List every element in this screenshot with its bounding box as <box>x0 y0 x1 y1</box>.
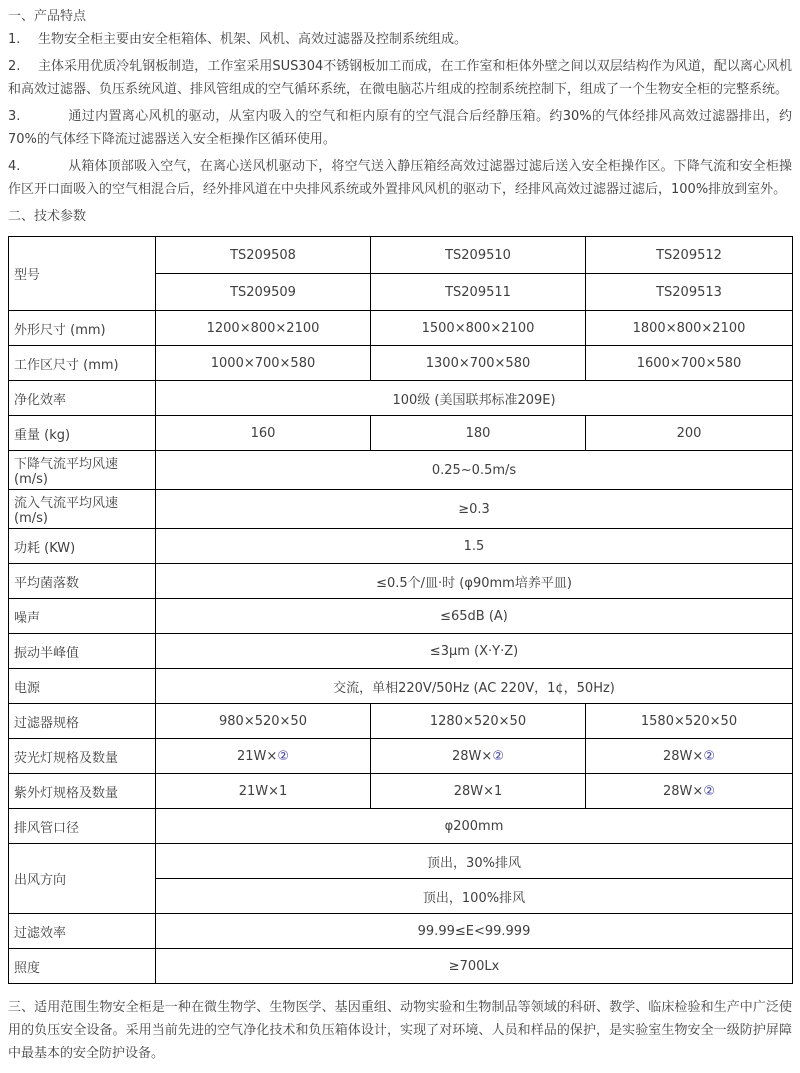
spec-value: TS209508 <box>156 237 371 274</box>
spec-label: 重量 (kg) <box>9 416 156 451</box>
spec-row <box>9 416 793 451</box>
spec-row <box>9 237 793 274</box>
spec-value: 100级 (美国联邦标准209E) <box>156 381 793 416</box>
spec-value: 160 <box>156 416 371 451</box>
spec-row <box>9 704 793 739</box>
spec-value: ≥700Lx <box>156 949 793 984</box>
spec-row <box>9 381 793 416</box>
scope-heading: 三、适用范围 <box>8 1000 87 1015</box>
feature-item-text: 从箱体顶部吸入空气，在离心送风机驱动下，将空气送入静压箱经高效过滤器过滤后送入安全柜操作区。下降气流和安全柜操作区开口面吸入的空气相混合后，经外排风道在中央排风系统或外置排风风机的驱动下，经排风高效过滤器过滤后，100%排放到室外。 <box>8 159 792 197</box>
spec-label: 出风方向 <box>9 844 156 914</box>
spec-value: 顶出，100%排风 <box>156 879 793 914</box>
spec-value: ≤0.5个/皿·时 (φ90mm培养平皿) <box>156 564 793 599</box>
spec-value: 980×520×50 <box>156 704 371 739</box>
feature-item-number: 4. <box>8 159 21 174</box>
spec-row <box>9 914 793 949</box>
spec-row <box>9 490 793 529</box>
spec-row <box>9 774 793 809</box>
circled-2: ② <box>492 748 504 764</box>
spec-row <box>9 451 793 490</box>
circled-2: ② <box>703 783 715 799</box>
spec-value: 180 <box>371 416 586 451</box>
spec-value: 21W×② <box>156 739 371 774</box>
spec-value: φ200mm <box>156 809 793 844</box>
feature-item-number: 2. <box>8 59 21 74</box>
spec-row <box>9 739 793 774</box>
spec-label: 过滤效率 <box>9 914 156 949</box>
spec-row <box>9 529 793 564</box>
spec-label: 照度 <box>9 949 156 984</box>
feature-item-text: 通过内置离心风机的驱动，从室内吸入的空气和柜内原有的空气混合后经静压箱。约30%的气体经排风高效过滤器排出，约70%的气体经下降流过滤器送入安全柜操作区循环使用。 <box>8 109 792 147</box>
spec-value: 1000×700×580 <box>156 346 371 381</box>
spec-value: 1580×520×50 <box>586 704 793 739</box>
spec-value: 99.99≤E<99.999 <box>156 914 793 949</box>
spec-value: 1500×800×2100 <box>371 311 586 346</box>
spec-value: 1300×700×580 <box>371 346 586 381</box>
spec-value: 1200×800×2100 <box>156 311 371 346</box>
spec-value: 0.25~0.5m/s <box>156 451 793 490</box>
features-heading: 一、产品特点 <box>8 9 87 24</box>
spec-label: 工作区尺寸 (mm) <box>9 346 156 381</box>
spec-label: 荧光灯规格及数量 <box>9 739 156 774</box>
spec-label: 紫外灯规格及数量 <box>9 774 156 809</box>
feature-item-4 <box>8 155 792 201</box>
spec-value: 1600×700×580 <box>586 346 793 381</box>
feature-item-text: 生物安全柜主要由安全柜箱体、机架、风机、高效过滤器及控制系统组成。 <box>38 32 468 47</box>
spec-label: 型号 <box>9 237 156 311</box>
spec-value: TS209509 <box>156 274 371 311</box>
specs-table <box>8 236 793 984</box>
circled-2: ② <box>703 748 715 764</box>
spec-value: 200 <box>586 416 793 451</box>
spec-label: 振动半峰值 <box>9 634 156 669</box>
feature-item-number: 3. <box>8 109 21 124</box>
spec-value: ≤65dB (A) <box>156 599 793 634</box>
spec-value: 1280×520×50 <box>371 704 586 739</box>
spec-value: ≥0.3 <box>156 490 793 529</box>
scope-text: 生物安全柜是一种在微生物学、生物医学、基因重组、动物实验和生物制品等领域的科研、教学、临床检验和生产中广泛使用的负压安全设备。采用当前先进的空气净化技术和负压箱体设计，实现了对环境、人员和样品的保护，是实验室生物安全一级防护屏障中最基本的安全防护设备。 <box>8 1000 792 1061</box>
spec-value: 1800×800×2100 <box>586 311 793 346</box>
spec-label: 流入气流平均风速 (m/s) <box>9 490 156 529</box>
spec-label: 过滤器规格 <box>9 704 156 739</box>
spec-label: 排风管口径 <box>9 809 156 844</box>
spec-row <box>9 844 793 879</box>
spec-value: 1.5 <box>156 529 793 564</box>
spec-value: 28W×② <box>371 739 586 774</box>
feature-item-text: 主体采用优质冷轧钢板制造，工作室采用SUS304不锈钢板加工而成，在工作室和柜体外壁之间以双层结构作为风道，配以离心风机和高效过滤器、负压系统风道、排风管组成的空气循环系统，在微电脑芯片组成的控制系统控制下，组成了一个生物安全柜的完整系统。 <box>8 59 792 97</box>
feature-item-1 <box>8 28 792 51</box>
spec-value: ≤3μm (X·Y·Z) <box>156 634 793 669</box>
spec-value: TS209510 <box>371 237 586 274</box>
spec-row <box>9 311 793 346</box>
spec-value: 28W×② <box>586 774 793 809</box>
spec-value: 28W×② <box>586 739 793 774</box>
spec-label: 电源 <box>9 669 156 704</box>
circled-2: ② <box>277 748 289 764</box>
spec-label: 功耗 (KW) <box>9 529 156 564</box>
spec-label: 外形尺寸 (mm) <box>9 311 156 346</box>
spec-label: 噪声 <box>9 599 156 634</box>
spec-row <box>9 346 793 381</box>
spec-row <box>9 599 793 634</box>
spec-label: 净化效率 <box>9 381 156 416</box>
spec-value: TS209512 <box>586 237 793 274</box>
spec-row <box>9 669 793 704</box>
scope-paragraph <box>8 996 792 1065</box>
feature-item-3 <box>8 105 792 151</box>
spec-value: 交流，单相220V/50Hz (AC 220V，1¢，50Hz) <box>156 669 793 704</box>
spec-label: 平均菌落数 <box>9 564 156 599</box>
specs-heading: 二、技术参数 <box>8 209 87 224</box>
spec-row <box>9 809 793 844</box>
spec-value: 28W×1 <box>371 774 586 809</box>
spec-value: 21W×1 <box>156 774 371 809</box>
spec-row <box>9 634 793 669</box>
spec-value: TS209511 <box>371 274 586 311</box>
spec-row <box>9 949 793 984</box>
spec-label: 下降气流平均风速 (m/s) <box>9 451 156 490</box>
spec-value: TS209513 <box>586 274 793 311</box>
spec-row <box>9 564 793 599</box>
feature-item-2 <box>8 55 792 101</box>
spec-value: 顶出，30%排风 <box>156 844 793 879</box>
feature-item-number: 1. <box>8 32 21 47</box>
